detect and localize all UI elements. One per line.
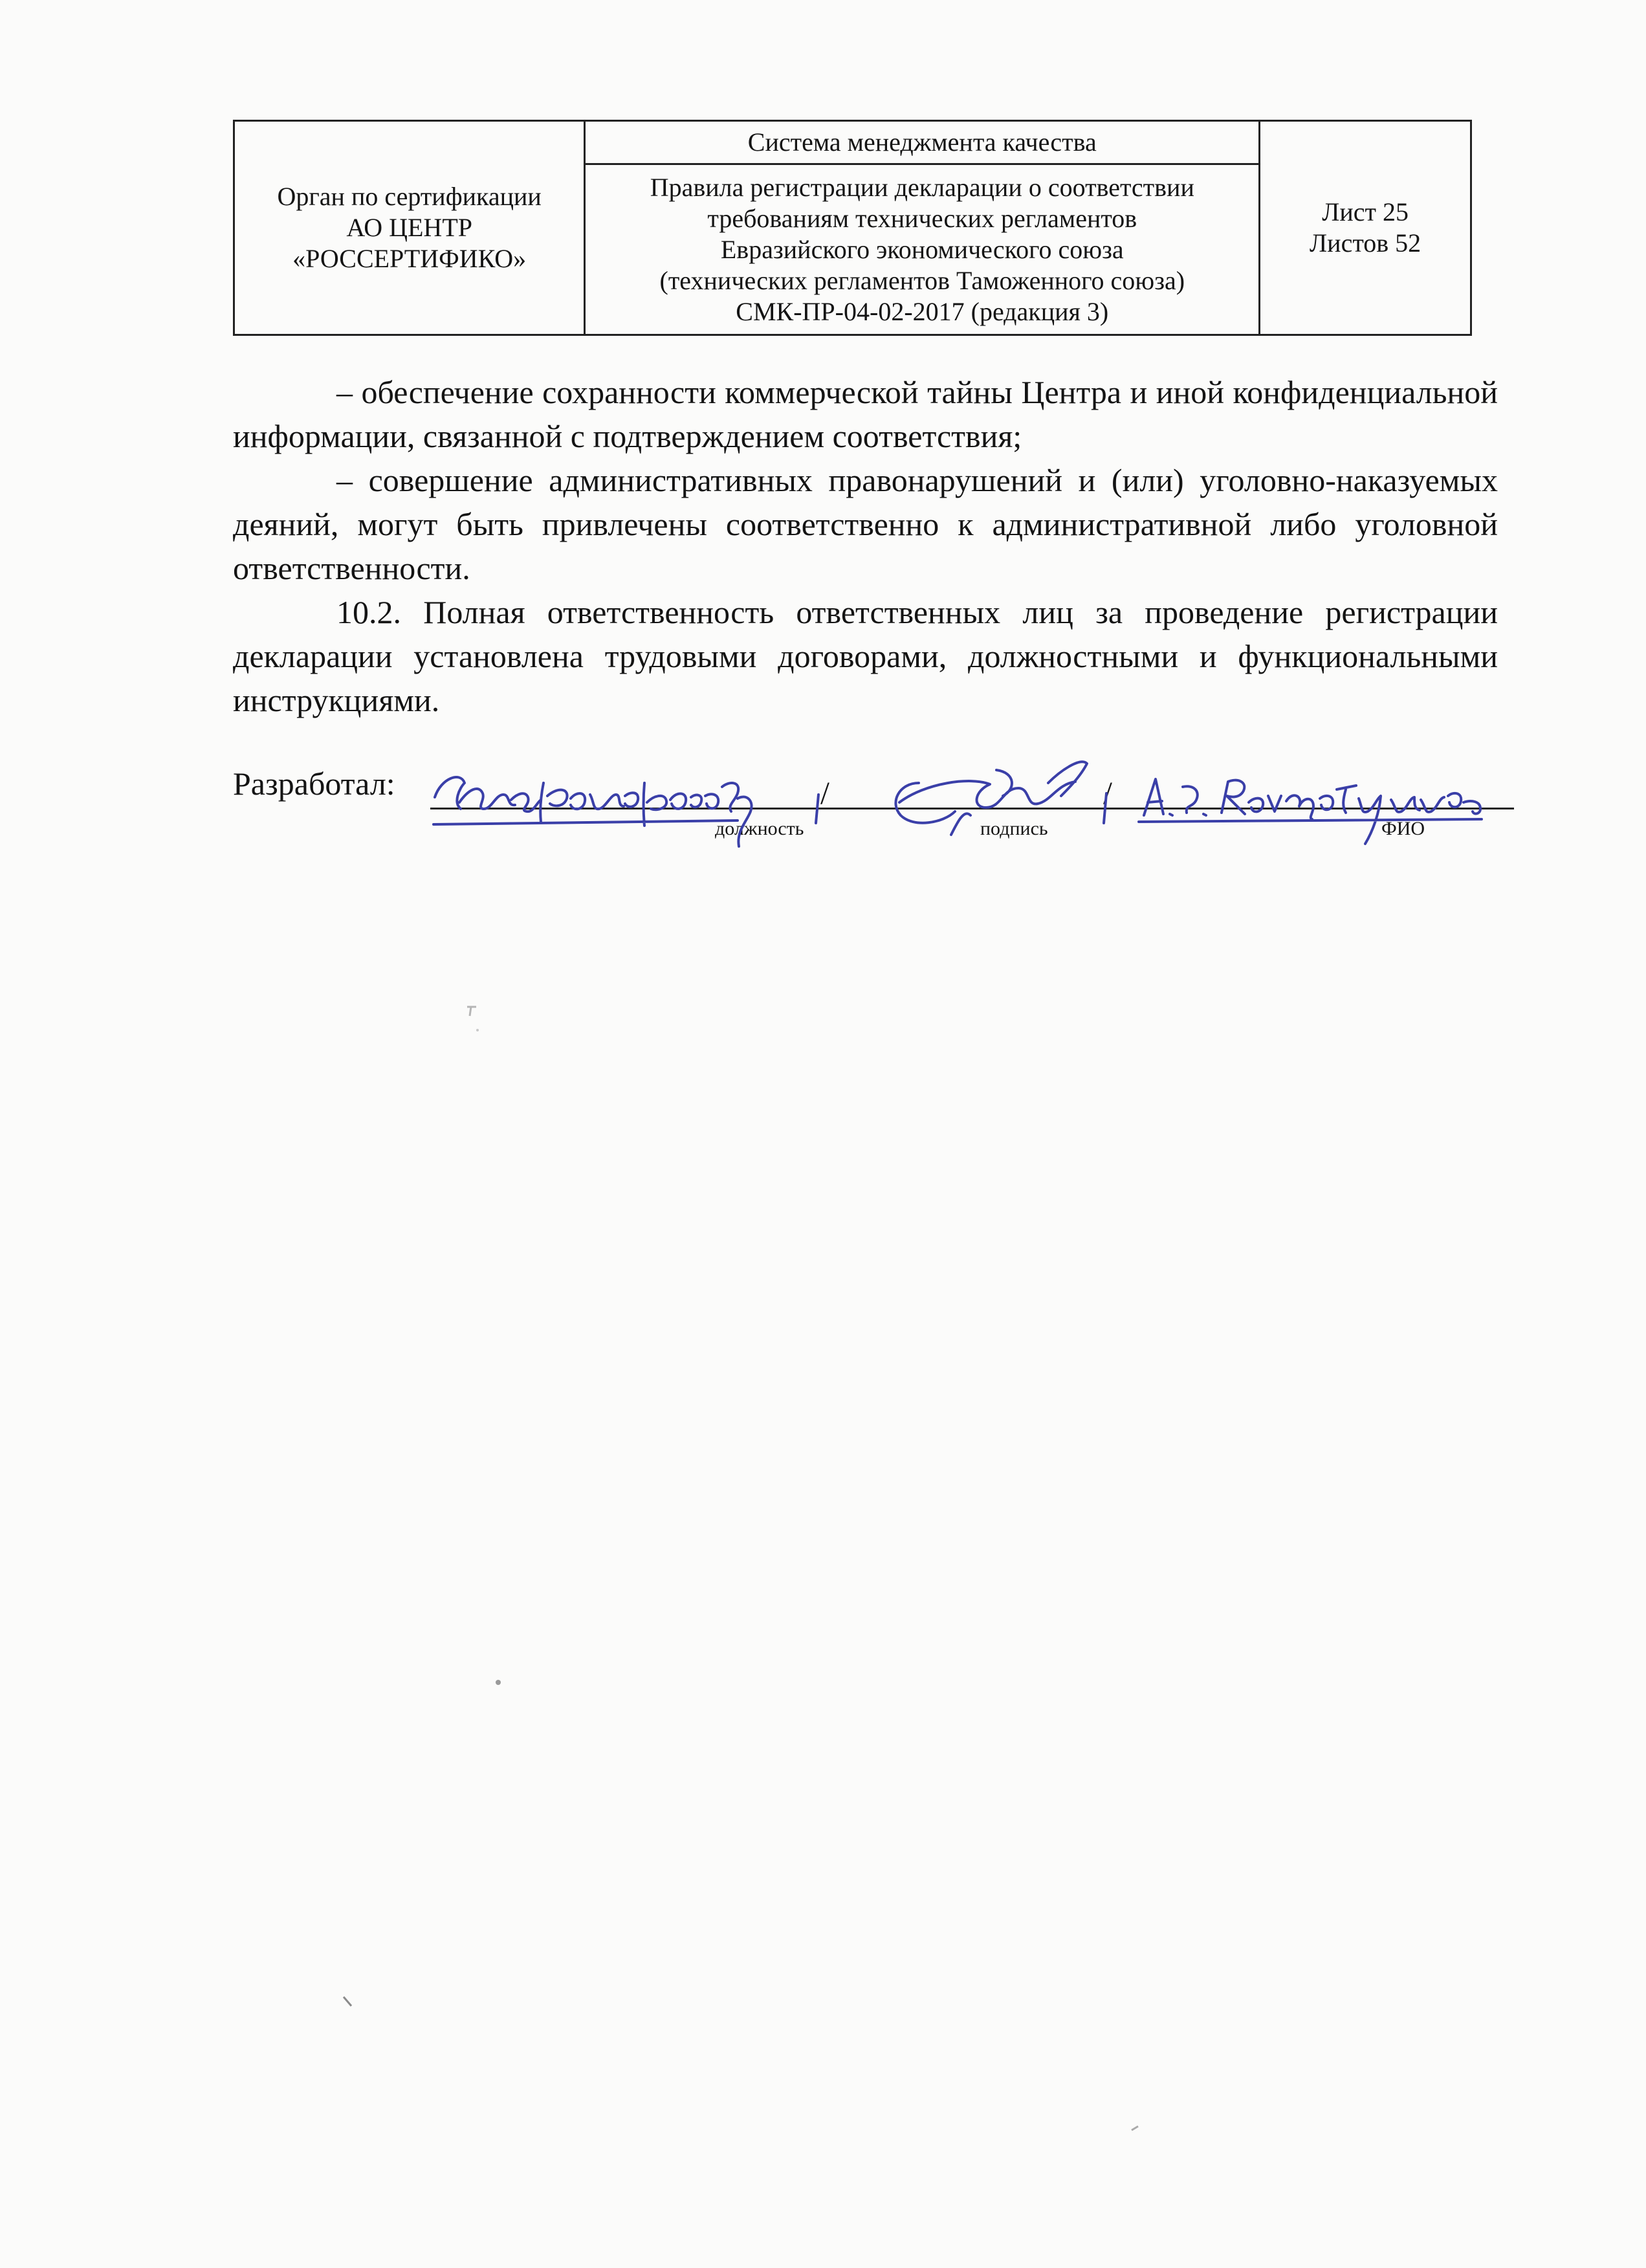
position-caption: должность: [715, 818, 804, 839]
sheet-cell: [1260, 121, 1471, 335]
document-title-line: (технических регламентов Таможенного союза): [659, 265, 1185, 295]
document-title-line: Евразийского экономического союза: [720, 234, 1124, 264]
scan-speck: [1129, 2122, 1142, 2135]
sheet-number: Лист 25: [1322, 197, 1409, 226]
separator: /: [1103, 775, 1112, 811]
scan-speck: [492, 1676, 505, 1689]
handwritten-ink: [233, 757, 1553, 867]
scan-speck: [340, 1993, 359, 2012]
system-title-cell: [585, 121, 1260, 164]
separator: /: [820, 775, 829, 811]
paragraph: – обеспечение сохранности коммерческой тайны Центра и иной конфиденциальной информации, связанной с подтверждением соответствия;: [233, 374, 1498, 454]
system-title: Система менеджмента качества: [747, 127, 1097, 157]
handwritten-name: [1139, 779, 1482, 844]
org-line: Орган по сертификации: [277, 182, 542, 211]
handwritten-signature: [895, 762, 1087, 835]
org-line: АО ЦЕНТР: [346, 213, 472, 242]
paragraph: 10.2. Полная ответственность ответственных лиц за проведение регистрации декларации установлена трудовыми договорами, должностными и функциональными инструкциями.: [233, 594, 1498, 718]
scan-speck: [453, 1003, 492, 1042]
document-title-cell: [585, 164, 1260, 335]
organization-cell: [234, 121, 585, 335]
header-table: [233, 120, 1472, 336]
body-text: [233, 370, 1498, 722]
sheets-total: Листов 52: [1310, 228, 1421, 258]
signature-block: [233, 757, 1553, 867]
document-title-line: требованиям технических регламентов: [707, 203, 1137, 233]
document-code: СМК-ПР-04-02-2017 (редакция 3): [736, 296, 1109, 326]
paragraph: – совершение административных правонарушений и (или) уголовно-наказуемых деяний, могут быть привлечены соответственно к административной либо уголовной ответственности.: [233, 462, 1498, 586]
handwritten-position: [433, 777, 752, 846]
document-title-line: Правила регистрации декларации о соответствии: [650, 172, 1194, 202]
signature-caption: подпись: [980, 818, 1048, 839]
developed-by-label: Разработал:: [233, 765, 395, 802]
name-caption: ФИО: [1381, 818, 1425, 839]
org-line: «РОССЕРТИФИКО»: [292, 244, 527, 273]
